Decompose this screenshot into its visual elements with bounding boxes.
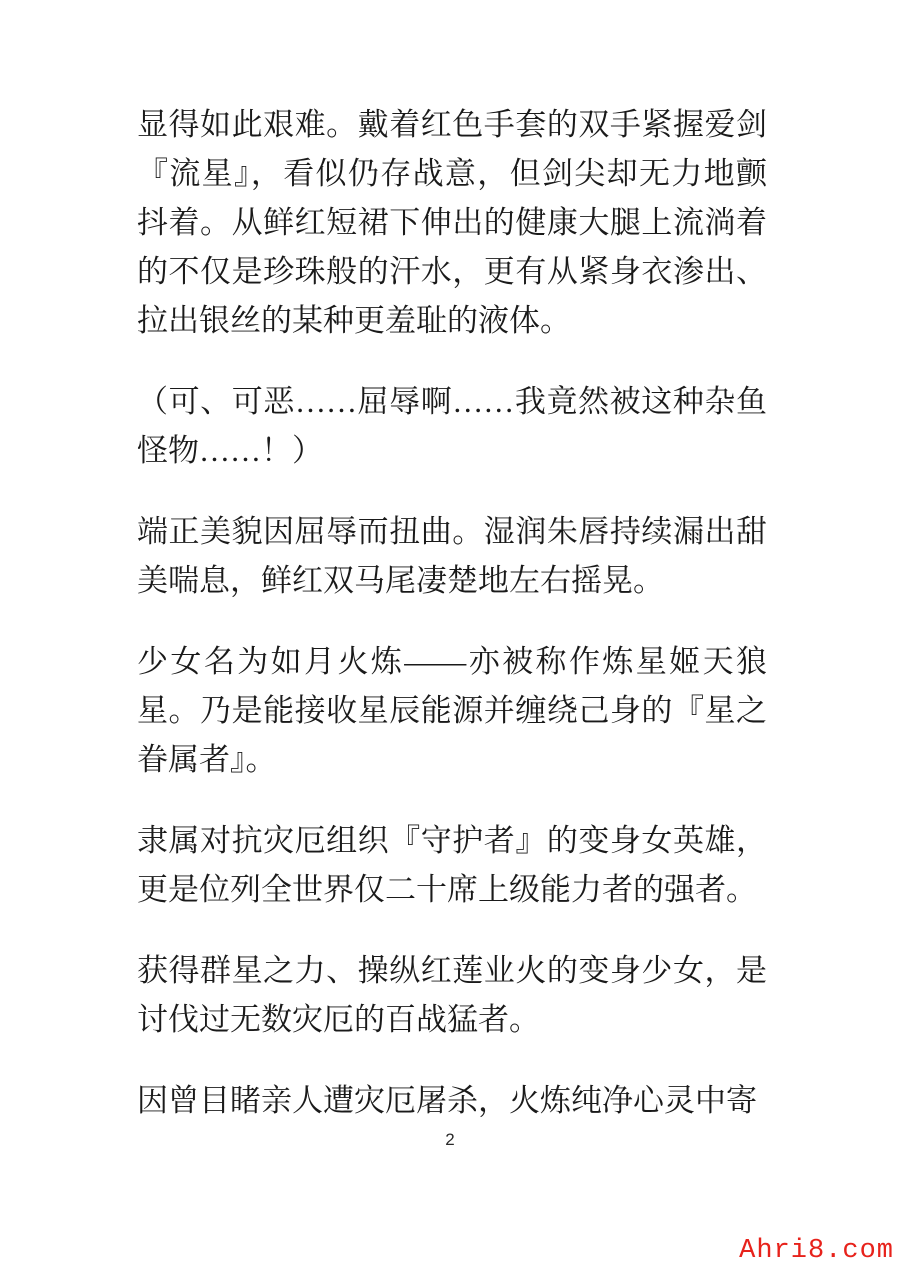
paragraph-7: 因曾目睹亲人遭灾厄屠杀，火炼纯净心灵中寄 xyxy=(137,1083,757,1118)
page-number: 2 xyxy=(445,1130,455,1149)
paragraph-5: 隶属对抗灾厄组织『守护者』的变身女英雄，更是位列全世界仅二十席上级能力者的强者。 xyxy=(137,823,767,907)
paragraph-2: （可、可恶……屈辱啊……我竟然被这种杂鱼怪物……！） xyxy=(137,384,767,468)
paragraph-1: 显得如此艰难。戴着红色手套的双手紧握爱剑『流星』，看似仍存战意，但剑尖却无力地颤抖着。从鲜红短裙下伸出的健康大腿上流淌着的不仅是珍珠般的汗水，更有从紧身衣渗出、拉出银丝的某种更羞耻的液体。 xyxy=(137,107,767,338)
page-body-text xyxy=(137,100,767,1157)
watermark-site-text: Ahri8.com xyxy=(739,1236,894,1266)
paragraph-4: 少女名为如月火炼——亦被称作炼星姬天狼星。乃是能接收星辰能源并缠绕己身的『星之眷属者』。 xyxy=(137,644,767,777)
paragraph-3: 端正美貌因屈辱而扭曲。湿润朱唇持续漏出甜美喘息，鲜红双马尾凄楚地左右摇晃。 xyxy=(137,514,767,598)
paragraph-6: 获得群星之力、操纵红莲业火的变身少女，是讨伐过无数灾厄的百战猛者。 xyxy=(137,953,767,1037)
